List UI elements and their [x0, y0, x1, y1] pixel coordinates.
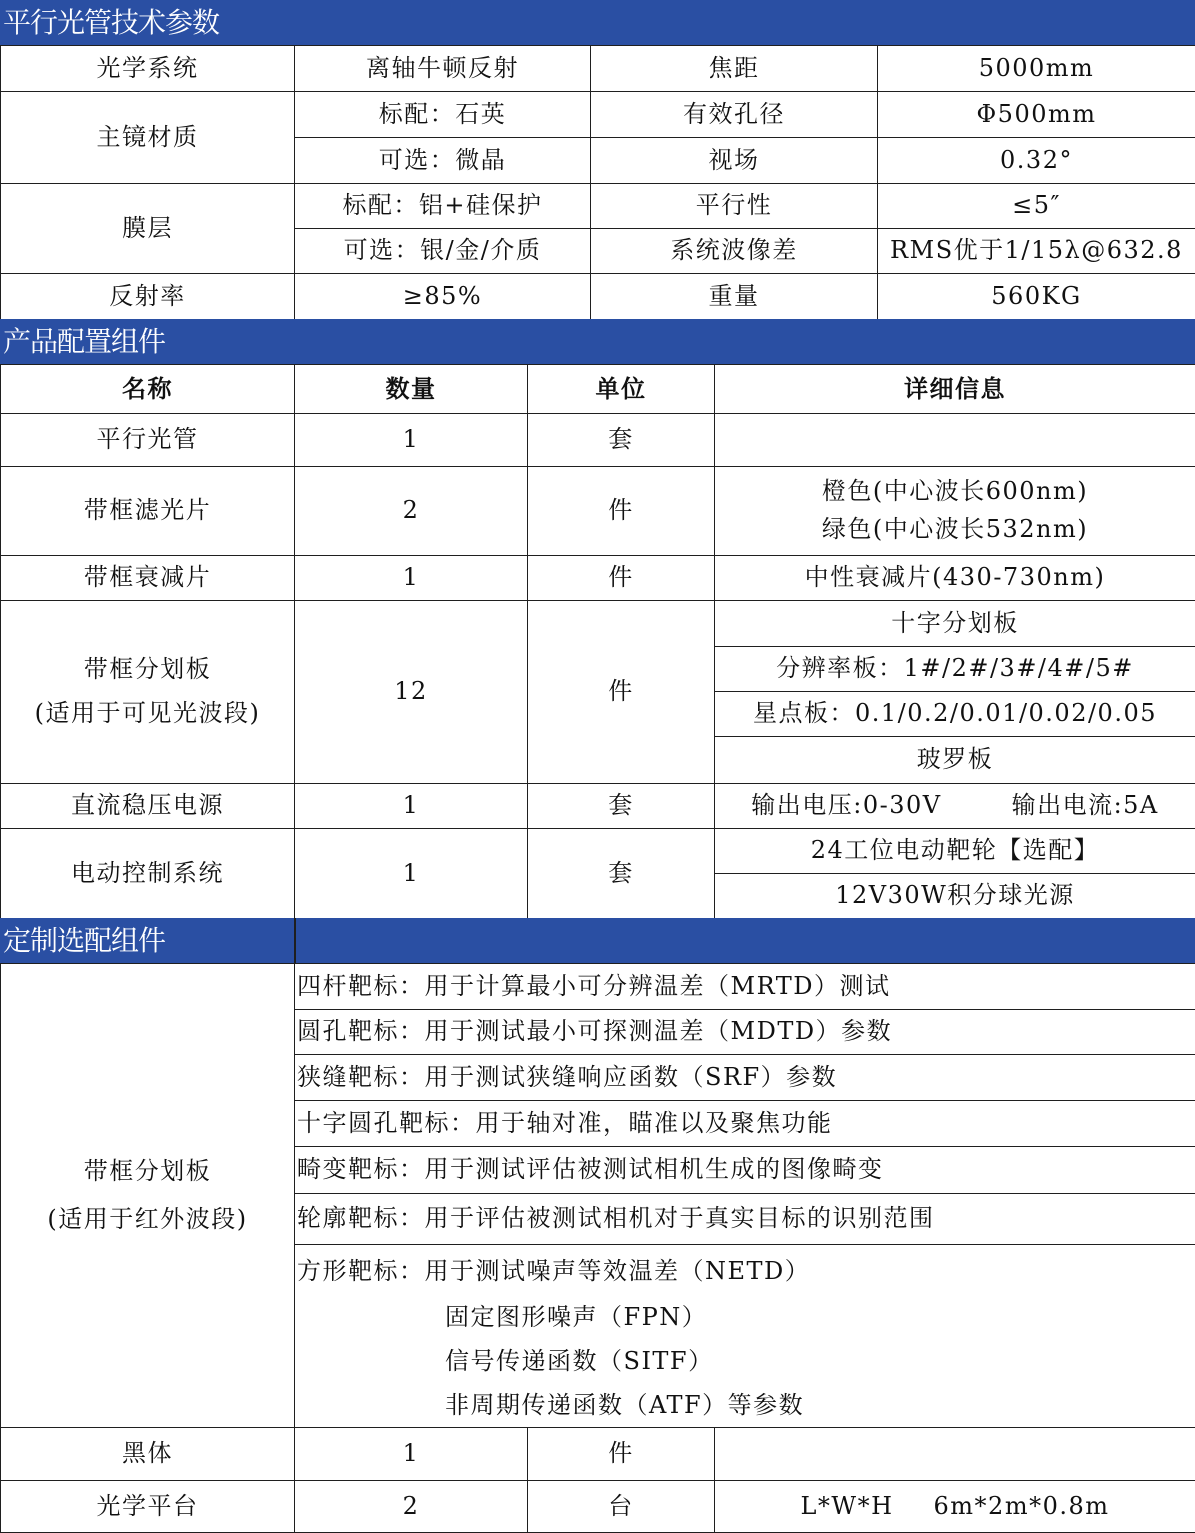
specs-section-title: 平行光管技术参数 [3, 6, 220, 39]
motor-control-qty: 1 [295, 829, 528, 919]
header-unit: 单位 [528, 365, 715, 414]
specs-table [0, 45, 1195, 320]
collimator-unit: 套 [528, 414, 715, 467]
blackbody-name: 黑体 [1, 1428, 295, 1481]
reticle-ir-name-line2: (适用于红外波段) [47, 1204, 248, 1233]
optical-table-qty: 2 [295, 1481, 528, 1533]
attenuator-detail: 中性衰减片(430-730nm) [715, 556, 1195, 601]
filter-detail-orange: 橙色(中心波长600nm) [821, 477, 1089, 506]
parallelism-value: ≤5″ [878, 184, 1195, 229]
table-row [1, 784, 1195, 829]
field-of-view-value: 0.32° [878, 138, 1195, 184]
reticle-visible-name-line2: (适用于可见光波段) [34, 699, 261, 727]
wavefront-error-value: RMS优于1/15λ@632.8 [878, 229, 1195, 274]
table-row [1, 184, 1195, 229]
motor-control-unit: 套 [528, 829, 715, 919]
filter-detail-green: 绿色(中心波长532nm) [821, 515, 1089, 543]
integrating-sphere: 12V30W积分球光源 [715, 874, 1195, 919]
reticle-ir-name-line1: 带框分划板 [83, 1156, 212, 1185]
collimator-detail [715, 414, 1195, 467]
target-square-atf: 非周期传递函数（ATF）等参数 [445, 1391, 805, 1419]
target-circular-hole: 圆孔靶标：用于测试最小可探测温差（MDTD）参数 [295, 1010, 1195, 1055]
table-header-row [1, 365, 1195, 414]
coating-standard: 标配：铝+硅保护 [295, 184, 591, 229]
power-supply-current: 输出电流:5A [1011, 791, 1159, 820]
table-row [1, 46, 1195, 92]
attenuator-qty: 1 [295, 556, 528, 601]
reticle-resolution: 分辨率板：1#/2#/3#/4#/5# [715, 647, 1195, 692]
filter-unit: 件 [528, 467, 715, 556]
table-row [1, 556, 1195, 601]
custom-section-title: 定制选配组件 [3, 924, 166, 957]
config-section-header [0, 319, 1195, 364]
mirror-material-label: 主镜材质 [1, 92, 295, 184]
weight-value: 560KG [878, 274, 1195, 320]
table-row [1, 1428, 1195, 1481]
mirror-material-standard: 标配：石英 [295, 92, 591, 138]
power-supply-unit: 套 [528, 784, 715, 829]
table-row [1, 274, 1195, 320]
power-supply-name: 直流稳压电源 [1, 784, 295, 829]
target-square [295, 1245, 1195, 1428]
optical-system-label: 光学系统 [1, 46, 295, 92]
table-row [1, 92, 1195, 138]
reticle-ir-name [1, 964, 295, 1428]
filter-qty: 2 [295, 467, 528, 556]
target-contour: 轮廓靶标：用于评估被测试相机对于真实目标的识别范围 [295, 1194, 1195, 1245]
reticle-visible-unit: 件 [528, 601, 715, 784]
header-name: 名称 [1, 365, 295, 414]
mirror-material-optional: 可选：微晶 [295, 138, 591, 184]
collimator-qty: 1 [295, 414, 528, 467]
table-row [1, 964, 1195, 1010]
target-square-line1: 方形靶标：用于测试噪声等效温差（NETD） [297, 1257, 811, 1285]
reticle-star: 星点板：0.1/0.2/0.01/0.02/0.05 [715, 692, 1195, 737]
attenuator-unit: 件 [528, 556, 715, 601]
target-square-fpn: 固定图形噪声（FPN） [445, 1303, 708, 1331]
table-row [1, 467, 1195, 556]
reflectivity-label: 反射率 [1, 274, 295, 320]
optical-table-unit: 台 [528, 1481, 715, 1533]
wavefront-error-label: 系统波像差 [591, 229, 878, 274]
header-quantity: 数量 [295, 365, 528, 414]
target-cross-hole: 十字圆孔靶标：用于轴对准，瞄准以及聚焦功能 [295, 1101, 1195, 1147]
table-row [1, 1481, 1195, 1533]
band-divider [294, 918, 296, 963]
motor-control-name: 电动控制系统 [1, 829, 295, 919]
custom-section-header [0, 918, 1195, 963]
focal-length-label: 焦距 [591, 46, 878, 92]
coating-optional: 可选：银/金/介质 [295, 229, 591, 274]
attenuator-name: 带框衰减片 [1, 556, 295, 601]
weight-label: 重量 [591, 274, 878, 320]
coating-label: 膜层 [1, 184, 295, 274]
blackbody-qty: 1 [295, 1428, 528, 1481]
table-row [1, 601, 1195, 647]
reticle-cross: 十字分划板 [715, 601, 1195, 647]
target-four-bar: 四杆靶标：用于计算最小可分辨温差（MRTD）测试 [295, 964, 1195, 1010]
power-supply-qty: 1 [295, 784, 528, 829]
reticle-visible-name [1, 601, 295, 784]
specs-section-header [0, 0, 1195, 45]
config-section-title: 产品配置组件 [3, 325, 166, 358]
header-details: 详细信息 [715, 365, 1195, 414]
focal-length-value: 5000mm [878, 46, 1195, 92]
aperture-value: Φ500mm [878, 92, 1195, 138]
table-row [1, 829, 1195, 874]
power-supply-voltage: 输出电压:0-30V [751, 791, 942, 820]
target-distortion: 畸变靶标：用于测试评估被测试相机生成的图像畸变 [295, 1147, 1195, 1194]
filter-name: 带框滤光片 [1, 467, 295, 556]
filter-detail [715, 467, 1195, 556]
target-slit: 狭缝靶标：用于测试狭缝响应函数（SRF）参数 [295, 1055, 1195, 1101]
reflectivity-value: ≥85% [295, 274, 591, 320]
blackbody-unit: 件 [528, 1428, 715, 1481]
table-row [1, 414, 1195, 467]
power-supply-detail [715, 784, 1195, 829]
target-square-sitf: 信号传递函数（SITF） [445, 1347, 714, 1375]
config-table [0, 364, 1195, 919]
custom-table [0, 963, 1195, 1533]
blackbody-detail [715, 1428, 1195, 1481]
parallelism-label: 平行性 [591, 184, 878, 229]
field-of-view-label: 视场 [591, 138, 878, 184]
aperture-label: 有效孔径 [591, 92, 878, 138]
optical-system-value: 离轴牛顿反射 [295, 46, 591, 92]
motor-target-wheel: 24工位电动靶轮【选配】 [715, 829, 1195, 874]
optical-table-name: 光学平台 [1, 1481, 295, 1533]
optical-table-detail [715, 1481, 1195, 1533]
optical-table-dim-value: 6m*2m*0.8m [933, 1491, 1110, 1520]
reticle-foucault: 玻罗板 [715, 737, 1195, 784]
optical-table-dim-label: L*W*H [800, 1491, 894, 1520]
reticle-visible-name-line1: 带框分划板 [83, 655, 212, 684]
collimator-name: 平行光管 [1, 414, 295, 467]
reticle-visible-qty: 12 [295, 601, 528, 784]
